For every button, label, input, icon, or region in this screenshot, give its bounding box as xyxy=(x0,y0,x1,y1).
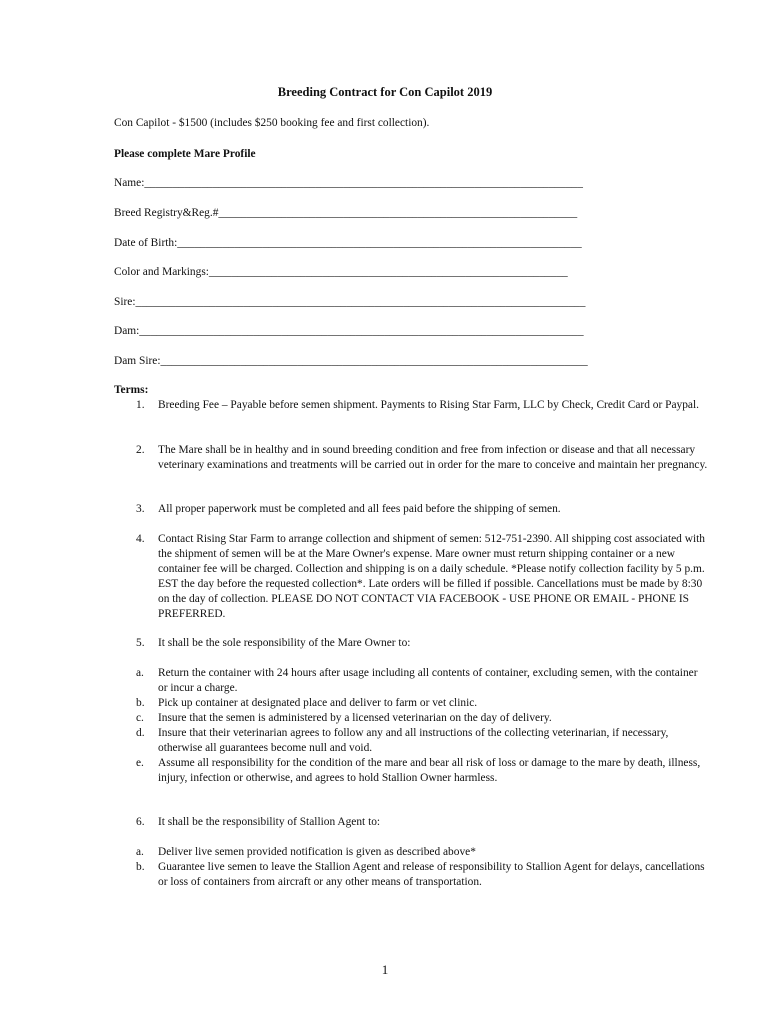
field-date-of-birth[interactable]: Date of Birth:_______________________________________________________________________ xyxy=(114,237,582,249)
duty-letter: a. xyxy=(136,667,144,679)
duty-letter: e. xyxy=(136,757,144,769)
duty-text: Guarantee live semen to leave the Stallion Agent and release of responsibility to Stallion Agent for delays, cancellations or loss of containers from aircraft or any other means of transportation. xyxy=(158,861,705,888)
field-name[interactable]: Name:_____________________________________________________________________________ xyxy=(114,177,583,189)
field-breed-registry[interactable]: Breed Registry&Reg.#_______________________________________________________________ xyxy=(114,207,578,219)
page-number: 1 xyxy=(381,962,389,977)
duty-text: Assume all responsibility for the condition of the mare and bear all risk of loss or damage to the mare by death, illness, injury, infection or otherwise, and agrees to hold Stallion Owner harmless. xyxy=(158,757,701,784)
field-sire[interactable]: Sire:_______________________________________________________________________________ xyxy=(114,296,586,308)
term-text: All proper paperwork must be completed and all fees paid before the shipping of semen. xyxy=(158,503,561,515)
field-color-markings[interactable]: Color and Markings:_______________________________________________________________ xyxy=(114,266,568,278)
term-number: 5. xyxy=(136,637,145,649)
duty-letter: c. xyxy=(136,712,144,724)
duty-text: Return the container with 24 hours after usage including all contents of container, excluding semen, with the container or incur a charge. xyxy=(158,667,698,694)
duty-letter: b. xyxy=(136,861,145,873)
price-intro: Con Capilot - $1500 (includes $250 booking fee and first collection). xyxy=(114,117,430,129)
term-number: 3. xyxy=(136,503,145,515)
duty-letter: a. xyxy=(136,846,144,858)
duty-text: Insure that the semen is administered by a licensed veterinarian on the day of delivery. xyxy=(158,712,552,724)
term-text: It shall be the responsibility of Stallion Agent to: xyxy=(158,816,381,828)
field-dam[interactable]: Dam:______________________________________________________________________________ xyxy=(114,325,584,337)
term-number: 1. xyxy=(136,399,145,411)
duty-letter: d. xyxy=(136,727,145,739)
duty-text: Pick up container at designated place and deliver to farm or vet clinic. xyxy=(158,697,478,709)
mare-profile-heading: Please complete Mare Profile xyxy=(114,148,256,160)
duty-letter: b. xyxy=(136,697,145,709)
term-text: Breeding Fee – Payable before semen shipment. Payments to Rising Star Farm, LLC by Check, Credit Card or Paypal. xyxy=(158,399,699,411)
terms-heading: Terms: xyxy=(114,384,149,396)
term-number: 2. xyxy=(136,444,145,456)
term-text: Contact Rising Star Farm to arrange collection and shipment of semen: 512-751-2390. All shipping cost associated with the shipment of semen will be at the Mare Owner's expense. Mare owner must return shipping container or a new container fee will be charged. Collection and shipping is on a daily schedule. *Please notify collection facility by 5 p.m. EST the day before the requested collection*. Late orders will be filled if possible. Cancellations must be made by 8:30 on the day of collection. PLEASE DO NOT CONTACT VIA FACEBOOK - USE PHONE OR EMAIL - PHONE IS PREFERRED. xyxy=(158,533,705,620)
term-text: The Mare shall be in healthy and in sound breeding condition and free from infection or disease and that all necessary veterinary examinations and treatments will be carried out in order for the mare to conceive and maintain her pregnancy. xyxy=(158,444,708,471)
term-text: It shall be the sole responsibility of the Mare Owner to: xyxy=(158,637,411,649)
duty-text: Insure that their veterinarian agrees to follow any and all instructions of the collecting veterinarian, if necessary, otherwise all guarantees become null and void. xyxy=(158,727,669,754)
term-number: 4. xyxy=(136,533,145,545)
field-dam-sire[interactable]: Dam Sire:___________________________________________________________________________ xyxy=(114,355,588,367)
term-number: 6. xyxy=(136,816,145,828)
document-title: Breeding Contract for Con Capilot 2019 xyxy=(277,85,493,99)
duty-text: Deliver live semen provided notification is given as described above* xyxy=(158,846,476,858)
